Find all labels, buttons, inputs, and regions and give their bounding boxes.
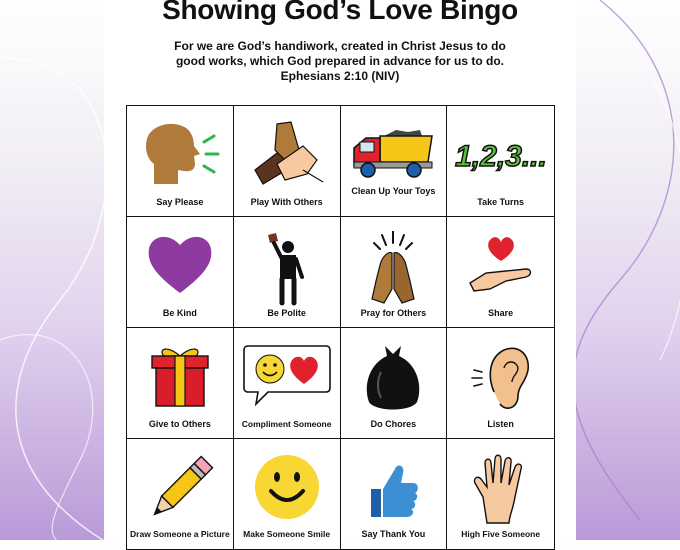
- bingo-cell-give-to-others[interactable]: [127, 328, 234, 439]
- verse-line-1: For we are God’s handiwork, created in Christ Jesus to do: [174, 39, 506, 53]
- hand-offering-heart-icon: [466, 231, 536, 297]
- cell-label: Do Chores: [370, 419, 417, 429]
- cell-label: Be Polite: [267, 308, 306, 318]
- verse-reference: Ephesians 2:10 (NIV): [280, 69, 400, 83]
- bingo-cell-compliment-someone[interactable]: [234, 328, 341, 439]
- bingo-cell-take-turns[interactable]: [447, 106, 554, 217]
- page-title: Showing God’s Love Bingo: [162, 0, 518, 25]
- cell-label: Say Please: [156, 197, 204, 207]
- praying-hands-icon: [358, 231, 428, 307]
- thumbs-up-icon: [363, 453, 423, 523]
- bingo-grid: [126, 105, 555, 550]
- smiley-face-icon: [252, 453, 322, 523]
- bingo-cell-clean-up-toys[interactable]: [341, 106, 448, 217]
- speaking-head-icon: [140, 120, 220, 190]
- bingo-cell-do-chores[interactable]: [341, 328, 448, 439]
- bingo-cell-draw-picture[interactable]: [127, 439, 234, 550]
- cell-label: Draw Someone a Picture: [130, 529, 230, 539]
- bingo-sheet: [104, 0, 576, 540]
- cell-label: High Five Someone: [461, 529, 541, 539]
- cell-label: Say Thank You: [361, 529, 426, 539]
- cell-label: Be Kind: [162, 308, 197, 318]
- cell-label: Give to Others: [148, 419, 211, 429]
- bingo-cell-be-polite[interactable]: [234, 217, 341, 328]
- bingo-cell-listen[interactable]: [447, 328, 554, 439]
- tipping-hat-person-icon: [262, 231, 312, 307]
- bingo-cell-make-someone-smile[interactable]: [234, 439, 341, 550]
- ear-icon: [468, 342, 534, 414]
- gift-box-icon: [146, 342, 214, 410]
- bingo-cell-pray-for-others[interactable]: [341, 217, 448, 328]
- toy-truck-icon: [350, 120, 436, 180]
- bingo-cell-say-please[interactable]: [127, 106, 234, 217]
- bingo-cell-high-five[interactable]: [447, 439, 554, 550]
- smile-heart-bubble-icon: [242, 342, 332, 408]
- cell-label: Pray for Others: [360, 308, 427, 318]
- cell-label: Share: [488, 308, 514, 318]
- trash-bag-icon: [363, 342, 423, 414]
- svg-text:1,2,3...: 1,2,3...: [454, 140, 547, 173]
- cell-label: Make Someone Smile: [243, 529, 331, 539]
- cell-label: Compliment Someone: [241, 419, 332, 429]
- stacked-hands-icon: [247, 120, 327, 192]
- cell-label: Take Turns: [477, 197, 524, 207]
- bingo-cell-share[interactable]: [447, 217, 554, 328]
- bingo-cell-play-with-others[interactable]: [234, 106, 341, 217]
- purple-heart-icon: [145, 231, 215, 297]
- bingo-cell-say-thank-you[interactable]: [341, 439, 448, 550]
- raised-hand-icon: [469, 453, 533, 525]
- pencil-icon: [144, 453, 216, 525]
- cell-label: Play With Others: [250, 197, 323, 207]
- verse-line-2: good works, which God prepared in advance for us to do.: [175, 54, 505, 68]
- bible-verse: [134, 39, 546, 84]
- numbers-123-icon: [453, 120, 549, 184]
- cell-label: Listen: [487, 419, 514, 429]
- cell-label: Clean Up Your Toys: [351, 186, 436, 196]
- bingo-cell-be-kind[interactable]: [127, 217, 234, 328]
